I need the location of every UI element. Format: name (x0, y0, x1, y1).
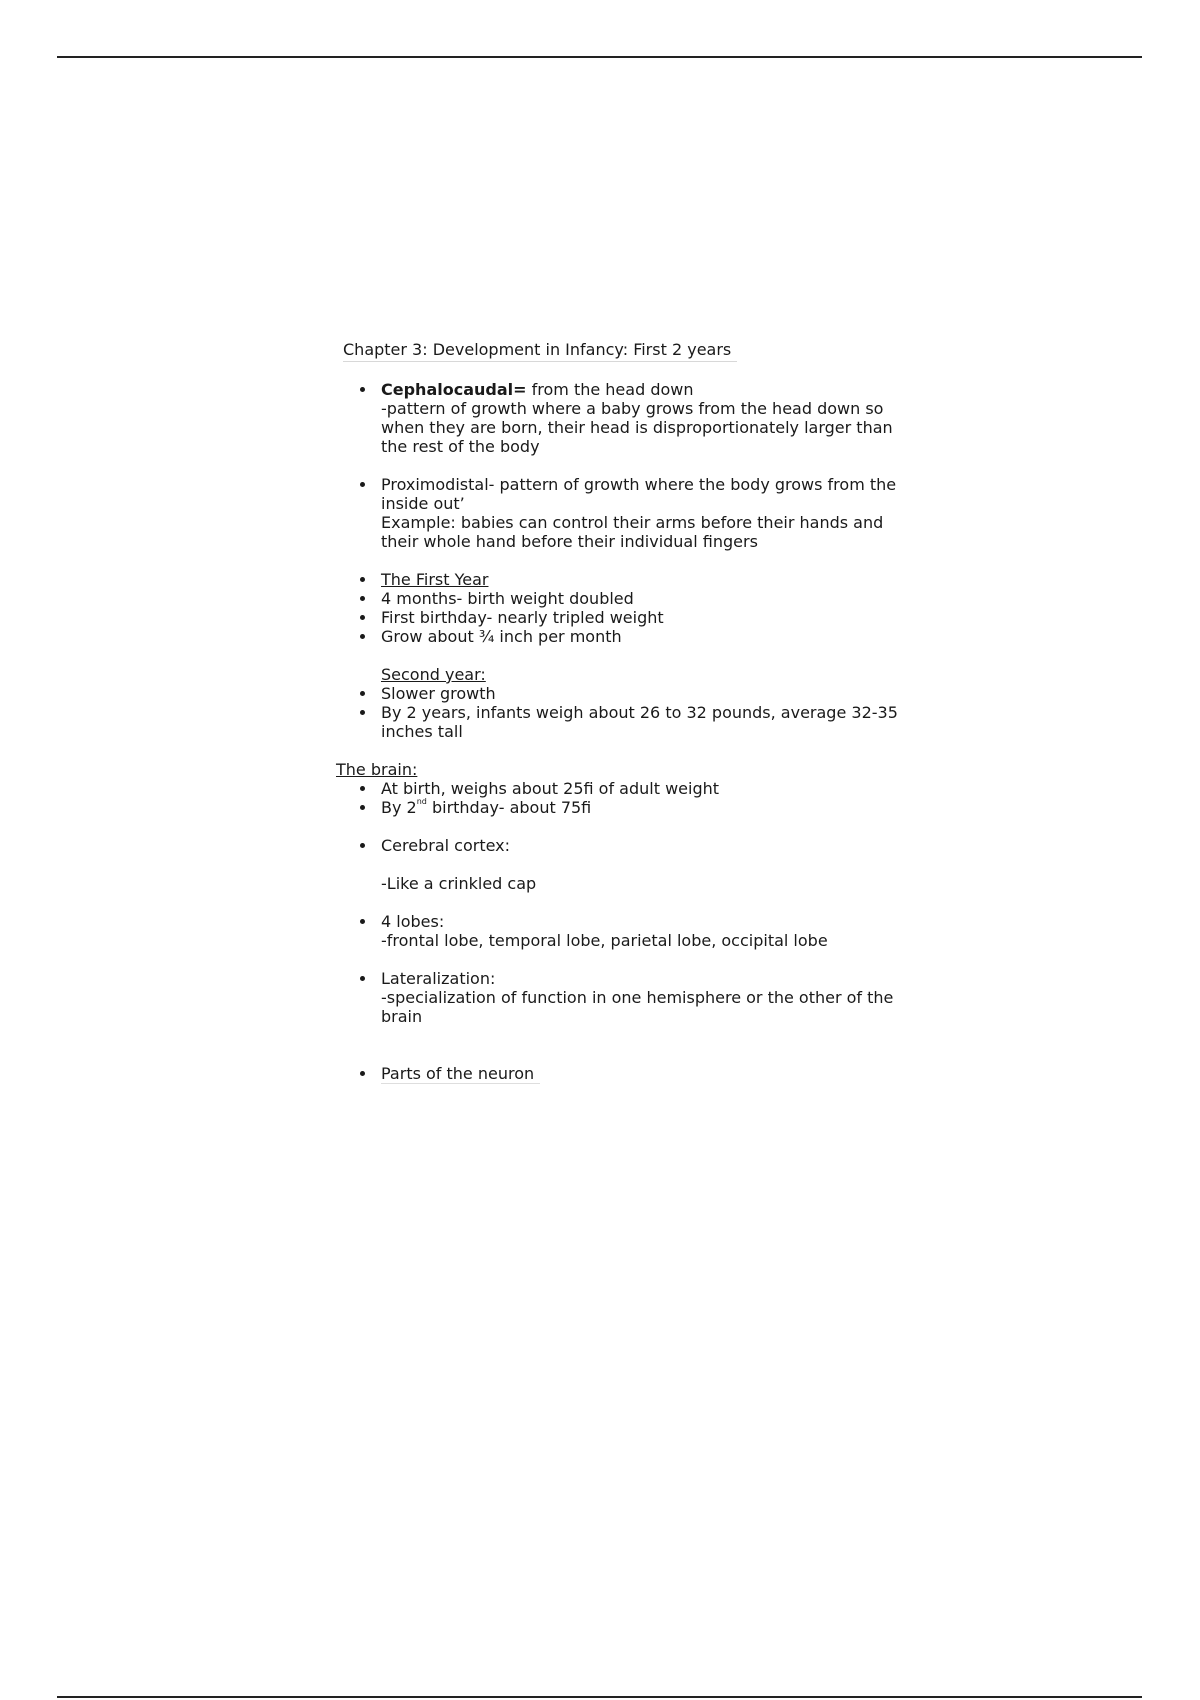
list-item-cerebral-cortex: Cerebral cortex: (336, 836, 916, 855)
list-item-first-year-heading (336, 570, 916, 589)
document-body (336, 340, 916, 1084)
first-year-heading: The First Year (381, 570, 489, 589)
second-year-heading: Second year: (381, 665, 486, 684)
page-title: Chapter 3: Development in Infancy: First 2 years (343, 340, 737, 362)
list-item: By 2 years, infants weigh about 26 to 32 pounds, average 32-35 inches tall (336, 703, 916, 741)
cortex-description: -Like a crinkled cap (381, 874, 537, 893)
brain-item2-prefix: By 2 (381, 798, 417, 817)
list-item-proximodistal: Proximodistal- pattern of growth where the body grows from the inside out’ (336, 475, 916, 513)
second-year-heading-row (336, 665, 916, 684)
cephalocaudal-description: -pattern of growth where a baby grows from the head down so when they are born, their head is disproportionately larger than the rest of the body (381, 399, 893, 456)
brain-item2-suffix: birthday- about 75fi (426, 798, 592, 817)
list-item-lateralization: Lateralization: (336, 969, 916, 988)
lateralization-description: -specialization of function in one hemisphere or the other of the brain (381, 988, 894, 1026)
term-cephalocaudal: Cephalocaudal= (381, 380, 527, 399)
list-item-neuron (336, 1064, 916, 1084)
list-item: Slower growth (336, 684, 916, 703)
header-rule (57, 56, 1142, 58)
list-item: Grow about ¾ inch per month (336, 627, 916, 646)
list-item (336, 798, 916, 817)
list-item: 4 months- birth weight doubled (336, 589, 916, 608)
neuron-label: Parts of the neuron (381, 1064, 540, 1084)
list-item-cephalocaudal (336, 380, 916, 399)
ordinal-suffix: nd (416, 797, 427, 806)
term-definition: from the head down (526, 380, 694, 399)
list-item-lobes: 4 lobes: (336, 912, 916, 931)
footer-rule (57, 1696, 1142, 1698)
list-item: At birth, weighs about 25fi of adult weight (336, 779, 916, 798)
lobes-description: -frontal lobe, temporal lobe, parietal lobe, occipital lobe (381, 931, 828, 950)
proximodistal-example: Example: babies can control their arms before their hands and their whole hand before their individual fingers (381, 513, 884, 551)
brain-heading: The brain: (336, 760, 418, 779)
list-item: First birthday- nearly tripled weight (336, 608, 916, 627)
